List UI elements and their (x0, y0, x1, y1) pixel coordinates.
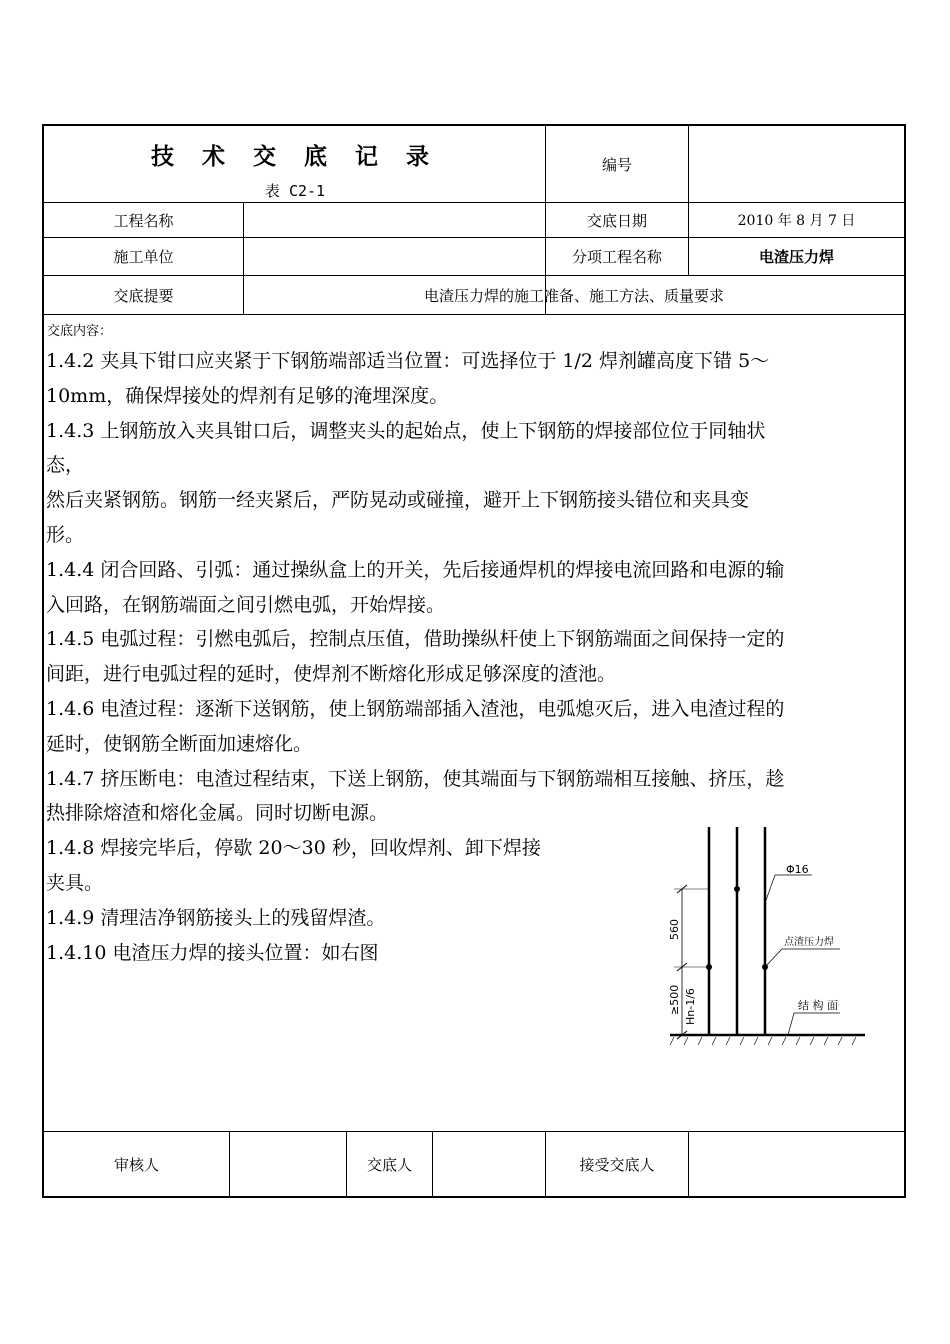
content-line: 1.4.2 夹具下钳口应夹紧于下钢筋端部适当位置：可选择位于 1/2 焊剂罐高度下错 5～ (46, 350, 770, 372)
content-line: 1.4.7 挤压断电：电渣过程结束，下送上钢筋，使其端面与下钢筋端相互接触、挤压，趁 (46, 767, 785, 790)
content-line: 1.4.4 闭合回路、引弧：通过操纵盒上的开关，先后接通焊机的焊接电流回路和电源的输 (46, 558, 785, 581)
dimension-upper: 560 (668, 919, 681, 940)
weld-label: 点渣压力焊 (784, 937, 834, 948)
surface-label: 结 构 面 (798, 999, 838, 1012)
content-line: 1.4.9 清理洁净钢筋接头上的残留焊渣。 (46, 906, 386, 929)
project-name-label: 工程名称 (113, 211, 174, 230)
content-line: 1.4.6 电渣过程：逐渐下送钢筋，使上钢筋端部插入渣池，电弧熄灭后，进入电渣过程的 (46, 697, 785, 720)
content-line: 延时，使钢筋全断面加速熔化。 (46, 732, 313, 755)
content-line: 10mm，确保焊接处的焊剂有足够的淹埋深度。 (46, 384, 449, 407)
weld-position-diagram (660, 825, 880, 1065)
row-divider (43, 314, 905, 315)
dimension-lower-a: ≥500 (668, 984, 681, 1015)
ground-hatch (670, 1037, 856, 1045)
content-line: 形。 (46, 523, 85, 546)
content-line: 1.4.8 焊接完毕后，停歇 20～30 秒，回收焊剂、卸下焊接 (46, 837, 541, 860)
content-line: 然后夹紧钢筋。钢筋一经夹紧后，严防晃动或碰撞，避开上下钢筋接头错位和夹具变 (46, 489, 750, 512)
rebar-leader (765, 875, 812, 903)
content-line: 夹具。 (46, 871, 104, 894)
content-line: 间距，进行电弧过程的延时，使焊剂不断熔化形成足够深度的渣池。 (46, 663, 617, 686)
subitem-value: 电渣压力焊 (758, 248, 834, 266)
number-label: 编号 (601, 155, 632, 174)
discloser-label: 交底人 (366, 1155, 412, 1174)
weld-leader (765, 949, 840, 967)
date-value: 2010 年 8 月 7 日 (737, 213, 856, 229)
weld-point (734, 886, 740, 892)
project-name-value (244, 203, 545, 237)
discloser-value (433, 1132, 545, 1196)
form-title: 技 术 交 底 记 录 (150, 144, 440, 170)
subitem-label: 分项工程名称 (571, 248, 662, 266)
number-value (689, 126, 904, 202)
content-line: 态， (46, 454, 85, 477)
content-line: 1.4.10 电渣压力焊的接头位置：如右图 (46, 941, 379, 964)
receiver-value (689, 1132, 904, 1196)
content-line: 入回路，在钢筋端面之间引燃电弧，开始焊接。 (46, 593, 446, 616)
content-label: 交底内容： (47, 324, 113, 339)
reviewer-value (230, 1132, 346, 1196)
unit-value (244, 238, 545, 275)
rebar-label: Φ16 (786, 863, 809, 876)
date-label: 交底日期 (586, 211, 647, 230)
content-line: 热排除熔渣和熔化金属。同时切断电源。 (46, 802, 389, 825)
reviewer-label: 审核人 (113, 1155, 159, 1174)
surface-leader (788, 1013, 840, 1035)
receiver-label: 接受交底人 (579, 1155, 655, 1174)
summary-value: 电渣压力焊的施工准备、施工方法、质量要求 (423, 286, 724, 305)
content-line: 1.4.3 上钢筋放入夹具钳口后，调整夹头的起始点，使上下钢筋的焊接部位位于同轴状 (46, 419, 766, 442)
form-code: 表 C2-1 (264, 182, 326, 200)
dimension-lower-b: Hn-1/6 (684, 988, 697, 1025)
summary-label: 交底提要 (113, 286, 174, 305)
unit-label: 施工单位 (113, 248, 174, 266)
content-line: 1.4.5 电弧过程：引燃电弧后，控制点压值，借助操纵杆使上下钢筋端面之间保持一定的 (46, 628, 785, 651)
